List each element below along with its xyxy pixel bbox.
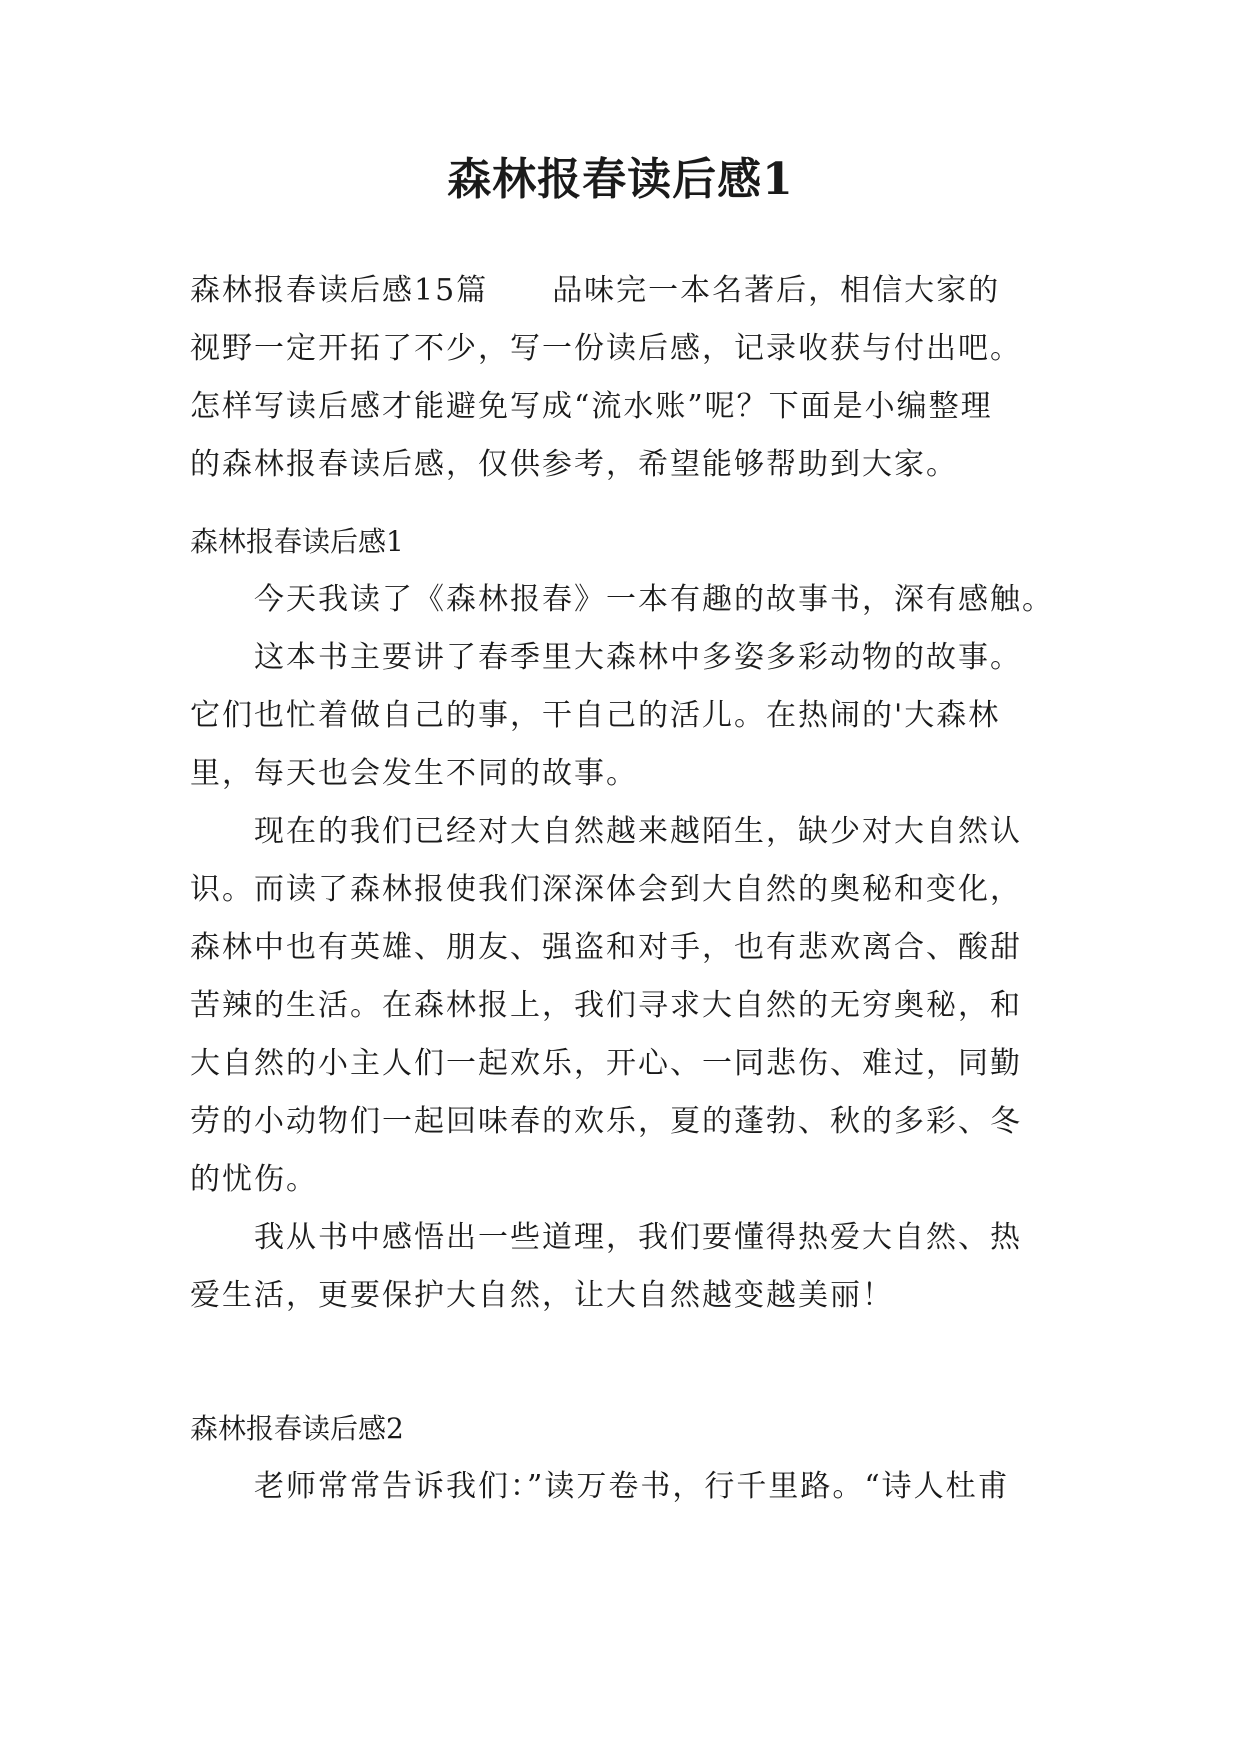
paragraph-line: 大自然的小主人们一起欢乐，开心、一同悲伤、难过，同勤	[190, 1046, 1022, 1081]
paragraph-line: 里，每天也会发生不同的故事。	[190, 756, 638, 791]
paragraph-line: 劳的小动物们一起回味春的欢乐，夏的蓬勃、秋的多彩、冬	[190, 1104, 1022, 1139]
section-heading: 森林报春读后感2	[190, 1412, 404, 1445]
document-title: 森林报春读后感1	[447, 154, 794, 205]
paragraph-line: 识。而读了森林报使我们深深体会到大自然的奥秘和变化，	[190, 872, 1022, 907]
paragraph-line: 苦辣的生活。在森林报上，我们寻求大自然的无穷奥秘，和	[190, 988, 1022, 1023]
paragraph-line: 我从书中感悟出一些道理，我们要懂得热爱大自然、热	[254, 1220, 1022, 1255]
intro-line-1	[190, 262, 1050, 320]
paragraph-line: 这本书主要讲了春季里大森林中多姿多彩动物的故事。	[254, 640, 1022, 675]
intro-lead: 森林报春读后感15篇	[190, 273, 489, 308]
paragraph-line: 爱生活，更要保护大自然，让大自然越变越美丽！	[190, 1278, 894, 1313]
paragraph-line: 的忧伤。	[190, 1162, 318, 1197]
section-heading: 森林报春读后感1	[190, 525, 404, 558]
paragraph-line: 今天我读了《森林报春》一本有趣的故事书，深有感触。	[254, 582, 1054, 617]
intro-line-4: 的森林报春读后感，仅供参考，希望能够帮助到大家。	[190, 447, 958, 482]
intro-block	[190, 262, 1050, 494]
paragraph-line: 它们也忙着做自己的事，干自己的活儿。在热闹的'大森林	[190, 698, 1001, 733]
paragraph-line: 森林中也有英雄、朋友、强盗和对手，也有悲欢离合、酸甜	[190, 930, 1022, 965]
paragraph-line: 老师常常告诉我们：”读万卷书，行千里路。“诗人杜甫	[254, 1469, 1010, 1504]
intro-line-3: 怎样写读后感才能避免写成“流水账”呢？下面是小编整理	[190, 389, 993, 424]
section-1	[190, 513, 1054, 1325]
paragraph-line: 现在的我们已经对大自然越来越陌生，缺少对大自然认	[254, 814, 1022, 849]
intro-line-2: 视野一定开拓了不少，写一份读后感，记录收获与付出吧。	[190, 331, 1022, 366]
intro-text: 品味完一本名著后，相信大家的	[552, 273, 1001, 308]
section-2	[190, 1400, 1050, 1516]
